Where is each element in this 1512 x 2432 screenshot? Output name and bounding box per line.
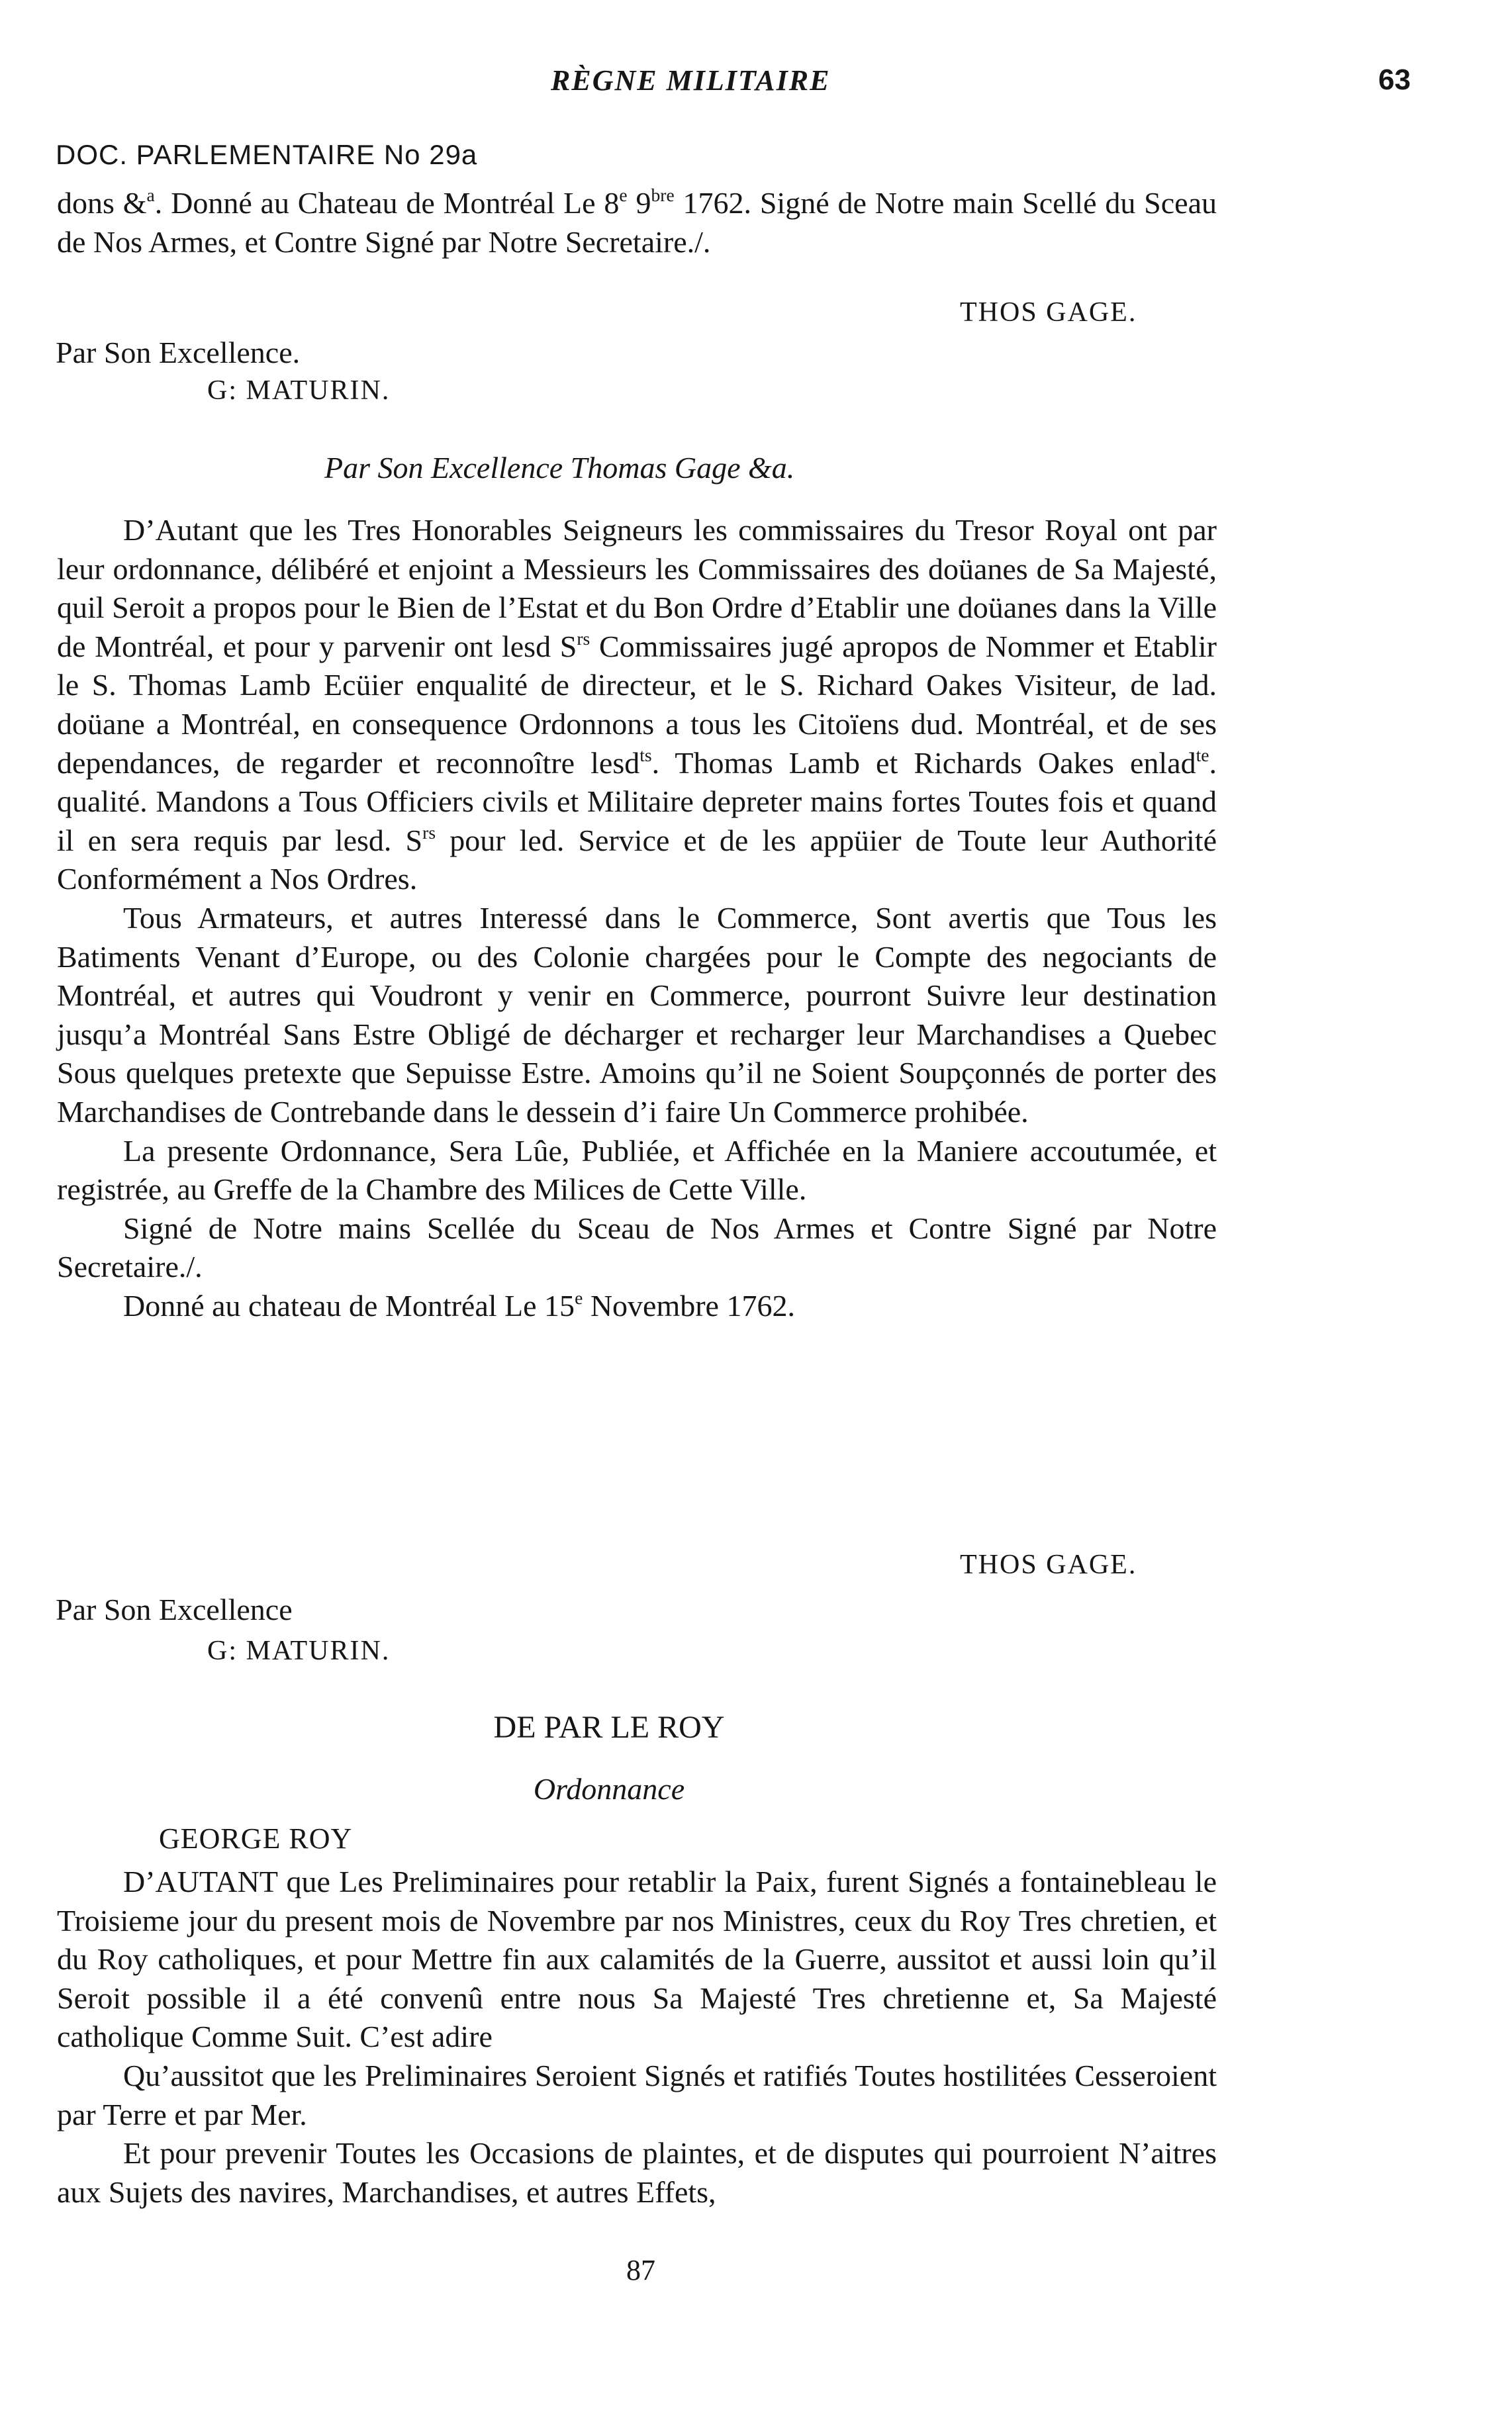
par-son-excellence: Par Son Excellence.: [56, 336, 301, 369]
doc-label: DOC. PARLEMENTAIRE No 29a: [56, 139, 478, 170]
paragraph: Qu’aussitot que les Preliminaires Seroient Signés et ratifiés Toutes hostilitées Cesseroient par Terre et par Mer.: [57, 2058, 1217, 2131]
king-name: GEORGE ROY: [159, 1822, 353, 1855]
countersignature: G: MATURIN.: [207, 375, 391, 406]
paragraph: Et pour prevenir Toutes les Occasions de plaintes, et de disputes qui pourroient N’aitres aux Sujets des navires, Marchandises, et autres Effets,: [57, 2136, 1217, 2209]
ordinance-subtitle: Ordonnance: [533, 1772, 685, 1806]
paragraph: Tous Armateurs, et autres Interessé dans le Commerce, Sont avertis que Tous les Batiments Venant d’Europe, ou des Colonie chargées pour le Compte des negociants de Montréal, et autres qui Voudront y venir en Commerce, pourront Suivre leur destination jusqu’a Montréal Sans Estre Obligé de décharger et recharger leur Marchandises a Quebec Sous quelques pretexte que Sepuisse Estre. Amoins qu’il ne Soient Soupçonnés de porter des Marchandises de Contrebande dans le dessein d’i faire Un Commerce prohibée.: [57, 900, 1217, 1129]
ordinance-title: DE PAR LE ROY: [493, 1710, 725, 1745]
paragraph: Donné au chateau de Montréal Le 15e Novembre 1762.: [123, 1287, 795, 1323]
page-number: 63: [1378, 64, 1411, 96]
section-heading: Par Son Excellence Thomas Gage &a.: [324, 451, 795, 485]
section1-paragraph: dons &$^a$. Donné au Chateau de Montréal Le 8e $9^{bre}$ 1762. Signé de Notre main Scellé du Sceau de Nos Armes, et Contre Signé par Notre Secretaire./.: [57, 185, 1217, 259]
paragraph: D’AUTANT que Les Preliminaires pour retablir la Paix, furent Signés a fontainebleau le Troisieme jour du present mois de Novembre par nos Ministres, ceux du Roy Tres chretien, et du Roy catholiques, et pour Mettre fin aux calamités de la Guerre, aussitot et aussi loin qu’il Seroit possible il a été convenû entre nous Sa Majesté Tres chretienne et, Sa Majesté catholique Comme Suit. C’est adire: [57, 1865, 1217, 2054]
paragraph: Signé de Notre mains Scellée du Sceau de Nos Armes et Contre Signé par Notre Secretaire./.: [57, 1211, 1217, 1284]
signature: THOS GAGE.: [960, 1550, 1137, 1580]
signature: THOS GAGE.: [960, 297, 1137, 328]
countersignature: G: MATURIN.: [207, 1636, 391, 1666]
section3-text: [57, 1863, 1217, 2212]
folio-number: 87: [626, 2254, 655, 2286]
paragraph: D’Autant que les Tres Honorables Seigneurs les commissaires du Tresor Royal ont par leur ordonnance, délibéré et enjoint a Messieurs les Commissaires des doüanes de Sa Majesté, quil Seroit a propos pour le Bien de l’Estat et du Bon Ordre d’Etablir une doüanes dans la Ville de Montréal, et pour y parvenir ont lesd $S^{rs}$ Commissaires jugé apropos de Nommer et Etablir le S. Thomas Lamb Ecüier enqualité de directeur, et le S. Richard Oakes Visiteur, de lad. doüane a Montréal, en consequence Ordonnons a tous les Citoïens dud. Montréal, et de ses dependances, de regarder et reconnoître lesd$^{ts}$. Thomas Lamb et Richards Oakes enlad$^{te}$. qualité. Mandons a Tous Officiers civils et Militaire depreter mains fortes Toutes fois et quand il en sera requis par lesd. $S^{rs}$ pour led. Service et de les appüier de Toute leur Authorité Conformément a Nos Ordres.: [57, 513, 1217, 896]
par-son-excellence: Par Son Excellence: [56, 1593, 293, 1626]
running-title: RÈGNE MILITAIRE: [551, 64, 831, 97]
section2-text: [57, 511, 1217, 1325]
paragraph: La presente Ordonnance, Sera Lûe, Publiée, et Affichée en la Maniere accoutumée, et registrée, au Greffe de la Chambre des Milices de Cette Ville.: [57, 1133, 1217, 1207]
